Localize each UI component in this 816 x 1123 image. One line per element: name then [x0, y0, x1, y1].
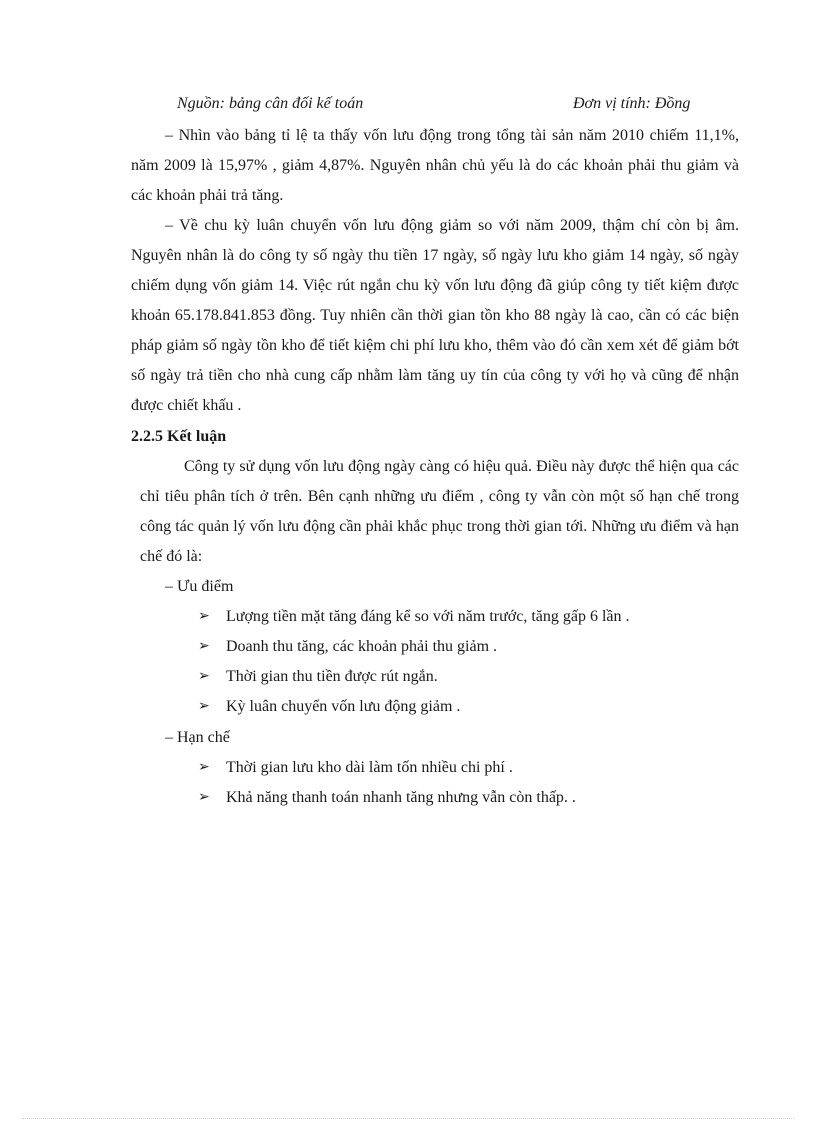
paragraph-text: – Nhìn vào bảng tỉ lệ ta thấy vốn lưu động trong tổng tài sản năm 2010 chiếm 11,1%, năm 2009 là 15,97% , giảm 4,87%. Nguyên nhân chủ yếu là do các khoản phải thu giảm và các khoản phải trả tăng. — [131, 127, 739, 204]
section-heading: 2.2.5 Kết luận — [131, 428, 227, 445]
paragraph-text: – Về chu kỳ luân chuyển vốn lưu động giảm so với năm 2009, thậm chí còn bị âm. Nguyên nhân là do công ty số ngày thu tiền 17 ngày, số ngày lưu kho giảm 14 ngày, số ngày chiếm dụng vốn giảm 14. Việc rút ngắn chu kỳ vốn lưu động đã giúp công ty tiết kiệm được khoản 65.178.841.853 đồng. Tuy nhiên cần thời gian tồn kho 88 ngày là cao, cần có các biện pháp giảm số ngày tồn kho để tiết kiệm chi phí lưu kho, thêm vào đó cần xem xét để giảm bớt số ngày trả tiền cho nhà cung cấp nhằm làm tăng uy tín của công ty với họ và cũng để nhận được chiết khấu . — [131, 217, 739, 414]
list-item — [198, 757, 513, 779]
list-item-text: Lượng tiền mặt tăng đáng kể so với năm trước, tăng gấp 6 lần . — [226, 608, 630, 625]
list-item — [198, 696, 460, 718]
paragraph-capital-ratio — [131, 121, 739, 211]
list-item — [198, 606, 630, 628]
table-source-line — [177, 93, 707, 115]
arrow-bullet-icon: ➢ — [198, 639, 210, 654]
limitations-label: – Hạn chế — [165, 729, 230, 746]
list-item — [198, 666, 438, 688]
list-item-text: Doanh thu tăng, các khoản phải thu giảm . — [226, 638, 498, 655]
source-note: Nguồn: bảng cân đối kế toán — [177, 95, 364, 112]
arrow-bullet-icon: ➢ — [198, 669, 210, 684]
unit-note: Đơn vị tính: Đồng — [573, 95, 691, 112]
list-item-text: Thời gian lưu kho dài làm tốn nhiều chi phí . — [226, 759, 513, 776]
conclusion-paragraph — [140, 452, 739, 572]
paragraph-cycle — [131, 211, 739, 421]
page-bottom-divider — [22, 1118, 794, 1119]
arrow-bullet-icon: ➢ — [198, 760, 210, 775]
arrow-bullet-icon: ➢ — [198, 609, 210, 624]
list-item — [198, 787, 576, 809]
list-item — [198, 636, 497, 658]
list-item-text: Khả năng thanh toán nhanh tăng nhưng vẫn còn thấp. . — [226, 789, 576, 806]
list-item-text: Thời gian thu tiền được rút ngắn. — [226, 668, 438, 685]
arrow-bullet-icon: ➢ — [198, 699, 210, 714]
arrow-bullet-icon: ➢ — [198, 790, 210, 805]
paragraph-text: Công ty sử dụng vốn lưu động ngày càng có hiệu quả. Điều này được thể hiện qua các chỉ tiêu phân tích ở trên. Bên cạnh những ưu điểm , công ty vẫn còn một số hạn chế trong công tác quản lý vốn lưu động cần phải khắc phục trong thời gian tới. Những ưu điểm và hạn chế đó là: — [140, 458, 739, 565]
list-item-text: Kỳ luân chuyển vốn lưu động giảm . — [226, 698, 461, 715]
advantages-label: – Ưu điểm — [165, 578, 234, 595]
